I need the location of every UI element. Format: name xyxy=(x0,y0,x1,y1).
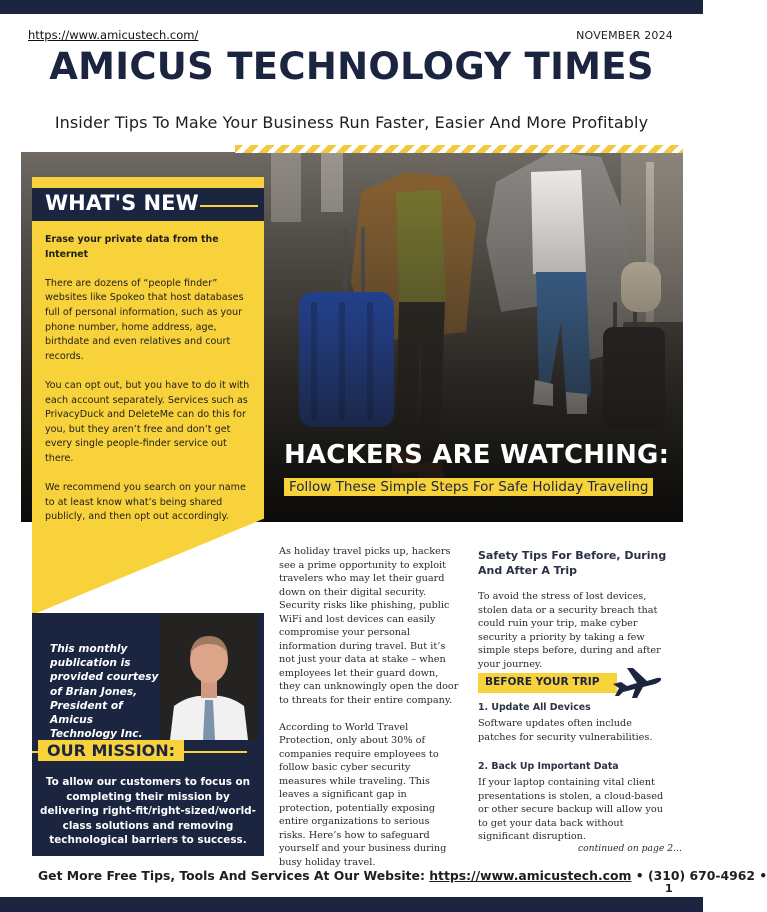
mission-heading: OUR MISSION: xyxy=(38,740,184,761)
president-photo xyxy=(160,614,258,740)
tip-title: 1. Update All Devices xyxy=(478,702,591,713)
courtesy-text: This monthly publication is provided courtesy of Brian Jones, President of Amicus Technology Inc. xyxy=(50,643,159,741)
whats-new-paragraph: You can opt out, but you have to do it with each account separately. Services such as PrivacyDuck and DeleteMe can do this for you, but they aren’t free and don’t get every single people-finder service out there. xyxy=(45,379,250,464)
newsletter-subtitle: Insider Tips To Make Your Business Run Faster, Easier And More Profitably xyxy=(54,113,649,132)
newsletter-title: AMICUS TECHNOLOGY TIMES xyxy=(49,45,654,88)
site-url-link[interactable]: https://www.amicustech.com/ xyxy=(28,28,199,42)
article-column-2 xyxy=(478,548,673,683)
page-number: 1 xyxy=(665,882,673,895)
issue-date: NOVEMBER 2024 xyxy=(576,29,673,42)
footer xyxy=(38,868,767,883)
hazard-stripe xyxy=(235,145,683,153)
whats-new-heading: WHAT'S NEW xyxy=(45,191,199,215)
footer-prefix: Get More Free Tips, Tools And Services At Our Website: xyxy=(38,868,430,883)
tip-text: If your laptop containing vital client presentations is stolen, a cloud-based or other secure backup will allow you to get your data back without significant disruption. xyxy=(478,777,664,842)
whats-new-body xyxy=(45,233,255,539)
article-paragraph: As holiday travel picks up, hackers see a prime opportunity to exploit travelers who may let their guard down on their digital security. Security risks like phishing, public WiFi and lost devices can easily compromise your personal information during travel. But it’s not just your data at stake – when employees let their guard down, they can unknowingly open the door to threats for their entire company. xyxy=(279,546,459,706)
airplane-icon xyxy=(611,666,663,698)
mission-text: To allow our customers to focus on completing their mission by delivering right-fit/right-sized/world-class solutions and removing technological barriers to success. xyxy=(40,776,256,847)
tip-text: Software updates often include patches for security vulnerabilities. xyxy=(478,718,653,743)
bottom-bar xyxy=(0,897,703,912)
article-column-1 xyxy=(279,545,459,883)
whats-new-accent-line xyxy=(200,205,258,207)
article-paragraph: According to World Travel Protection, only about 30% of companies require employees to follow basic cyber security measures while traveling. This leaves a significant gap in protection, potentially exposing entire organizations to serious risks. Here’s how to safeguard yourself and your business during busy holiday travel. xyxy=(279,721,447,868)
section-heading: Safety Tips For Before, During And After A Trip xyxy=(478,549,667,577)
continued-note: continued on page 2... xyxy=(578,843,682,854)
footer-website-link[interactable]: https://www.amicustech.com xyxy=(429,868,632,883)
whats-new-paragraph: We recommend you search on your name to at least know what’s being shared publicly, and then opt out accordingly. xyxy=(45,482,246,523)
footer-phone: • (310) 670-4962 • xyxy=(631,868,767,883)
whats-new-lead: Erase your private data from the Internet xyxy=(45,234,219,260)
section-intro: To avoid the stress of lost devices, stolen data or a security breach that could ruin your trip, make cyber security a priority by taking a few simple steps before, during and after your journey. xyxy=(478,591,661,670)
top-bar xyxy=(0,0,703,14)
before-trip-label: BEFORE YOUR TRIP xyxy=(485,676,600,688)
hero-headline: HACKERS ARE WATCHING: xyxy=(284,440,670,470)
whats-new-paragraph: There are dozens of “people finder” websites like Spokeo that host databases full of personal information, such as your phone number, home address, age, birthdate and even relatives and court records. xyxy=(45,277,244,362)
tip-title: 2. Back Up Important Data xyxy=(478,761,619,772)
hero-subheadline: Follow These Simple Steps For Safe Holiday Traveling xyxy=(284,478,653,496)
